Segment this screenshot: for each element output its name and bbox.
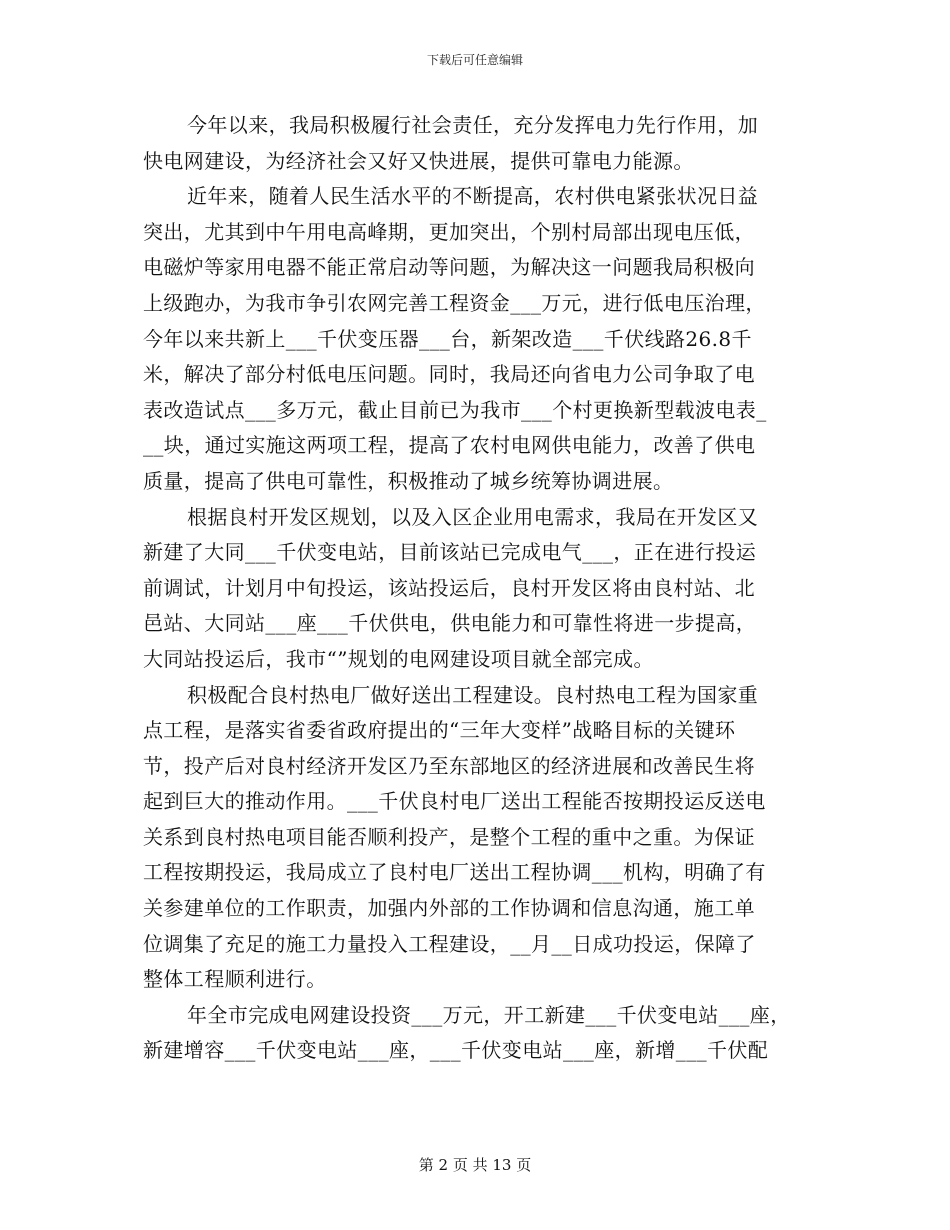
paragraph-4-line-6: 工程按期投运，我局成立了良村电厂送出工程协调___机构，明确了有	[143, 860, 766, 885]
paragraph-4-line-4: 起到巨大的推动作用。___千伏良村电厂送出工程能否按期投运反送电	[143, 789, 766, 814]
paragraph-1-line-2: 快电网建设，为经济社会又好又快进展，提供可靠电力能源。	[143, 148, 694, 173]
page-header: 下载后可任意编辑	[426, 53, 523, 67]
paragraph-4-line-5: 关系到良村热电项目能否顺利投产，是整个工程的重中之重。为保证	[143, 824, 755, 849]
paragraph-4-line-1: 积极配合良村热电厂做好送出工程建设。良村热电工程为国家重	[187, 682, 759, 707]
paragraph-1-line-1: 今年以来，我局积极履行社会责任，充分发挥电力先行作用，加	[187, 113, 759, 137]
paragraph-2-line-5: 今年以来共新上___千伏变压器___台，新架改造___千伏线路26.8千	[143, 326, 752, 351]
paragraph-4-line-3: 节，投产后对良村经济开发区乃至东部地区的经济进展和改善民生将	[143, 753, 755, 778]
paragraph-2-line-3: 电磁炉等家用电器不能正常启动等问题，为解决这一问题我局积极向	[143, 255, 755, 280]
paragraph-2-line-8: __块，通过实施这两项工程，提高了农村电网供电能力，改善了供电	[143, 433, 756, 458]
paragraph-2-line-9: 质量，提高了供电可靠性，积极推动了城乡统筹协调进展。	[143, 468, 674, 493]
paragraph-3-line-2: 新建了大同___千伏变电站，目前该站已完成电气___，正在进行投运	[143, 540, 757, 565]
paragraph-4-line-2: 点工程，是落实省委省政府提出的“三年大变样”战略目标的关键环	[143, 718, 736, 743]
paragraph-3-line-5: 大同站投运后，我市“”规划的电网建设项目就全部完成。	[143, 646, 654, 671]
paragraph-4-line-8: 位调集了充足的施工力量投入工程建设，__月__日成功投运，保障了	[143, 931, 756, 956]
paragraph-2-line-2: 突出，尤其到中午用电高峰期，更加突出，个别村局部出现电压低，	[143, 219, 755, 244]
paragraph-5-line-1: 年全市完成电网建设投资___万元，开工新建___千伏变电站___座，	[187, 1002, 791, 1027]
paragraph-3-line-1: 根据良村开发区规划，以及入区企业用电需求，我局在开发区又	[187, 504, 759, 529]
paragraph-2-line-6: 米，解决了部分村低电压问题。同时，我局还向省电力公司争取了电	[143, 362, 755, 387]
paragraph-2-line-4: 上级跑办，为我市争引农网完善工程资金___万元，进行低电压治理，	[143, 290, 766, 315]
document-body	[143, 108, 808, 1069]
paragraph-2-line-1: 近年来，随着人民生活水平的不断提高，农村供电紧张状况日益	[187, 184, 759, 209]
paragraph-4-line-7: 关参建单位的工作职责，加强内外部的工作协调和信息沟通，施工单	[143, 896, 755, 921]
paragraph-2-line-7: 表改造试点___多万元，截止目前已为我市___个村更换新型载波电表_	[143, 397, 767, 422]
paragraph-3-line-4: 邑站、大同站___座___千伏供电，供电能力和可靠性将进一步提高，	[143, 611, 757, 636]
paragraph-3-line-3: 前调试，计划月中旬投运，该站投运后，良村开发区将由良村站、北	[143, 575, 755, 600]
paragraph-5-line-2: 新建增容___千伏变电站___座，___千伏变电站___座，新增___千伏配	[143, 1038, 769, 1063]
page-footer: 第 2 页 共 13 页	[418, 1156, 532, 1174]
paragraph-4-line-9: 整体工程顺利进行。	[143, 967, 327, 992]
